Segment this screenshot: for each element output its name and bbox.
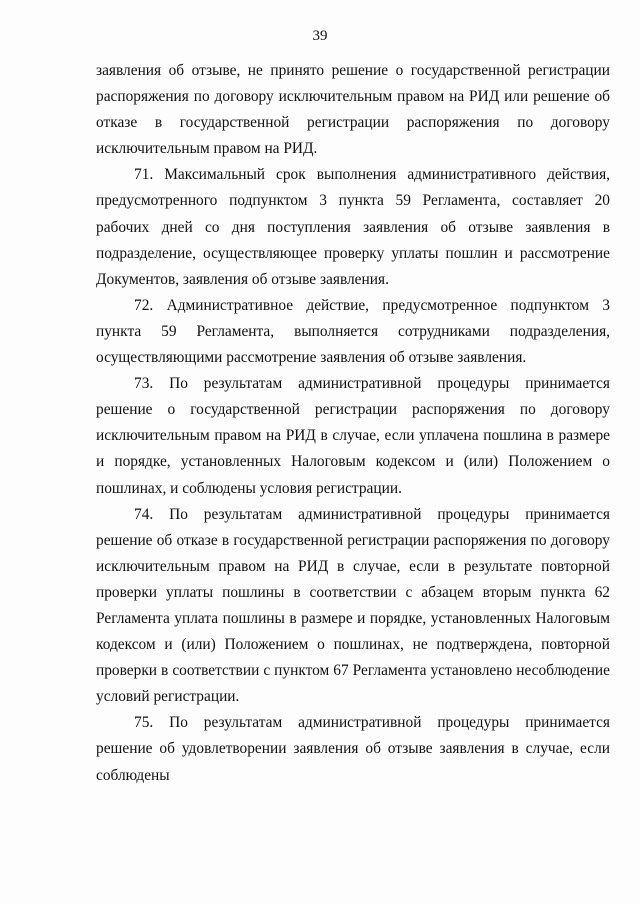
document-body [96, 58, 610, 789]
paragraph-74: 74. По результатам административной процедуры принимается решение об отказе в государственной регистрации распоряжения по договору исключительным правом на РИД в случае, если в результате повторной проверки уплаты пошлины в соответствии с абзацем вторым пункта 62 Регламента уплата пошлины в размере и порядке, установленных Налоговым кодексом и (или) Положением о пошлинах, не подтверждена, повторной проверки в соответствии с пунктом 67 Регламента установлено несоблюдение условий регистрации. [96, 505, 610, 706]
page-number: 39 [312, 28, 328, 44]
paragraph-73: 73. По результатам административной процедуры принимается решение о государственной регистрации распоряжения по договору исключительным правом на РИД в случае, если уплачена пошлина в размере и порядке, установленных Налоговым кодексом и (или) Положением о пошлинах, и соблюдены условия регистрации. [96, 375, 610, 497]
paragraph-continuation: заявления об отзыве, не принято решение о государственной регистрации распоряжения по договору исключительным правом на РИД или решение об отказе в государственной регистрации распоряжения по договору исключительным правом на РИД. [96, 62, 610, 158]
paragraph-75: 75. По результатам административной процедуры принимается решение об удовлетворении заявления об отзыве заявления в случае, если соблюдены [96, 714, 610, 784]
paragraph-72: 72. Административное действие, предусмотренное подпунктом 3 пункта 59 Регламента, выполняется сотрудниками подразделения, осуществляющими рассмотрение заявления об отзыве заявления. [96, 296, 610, 367]
paragraph-71: 71. Максимальный срок выполнения административного действия, предусмотренного подпунктом 3 пункта 59 Регламента, составляет 20 рабочих дней со дня поступления заявления об отзыве заявления в подразделение, осуществляющее проверку уплаты пошлин и рассмотрение Документов, заявления об отзыве заявления. [96, 166, 610, 288]
